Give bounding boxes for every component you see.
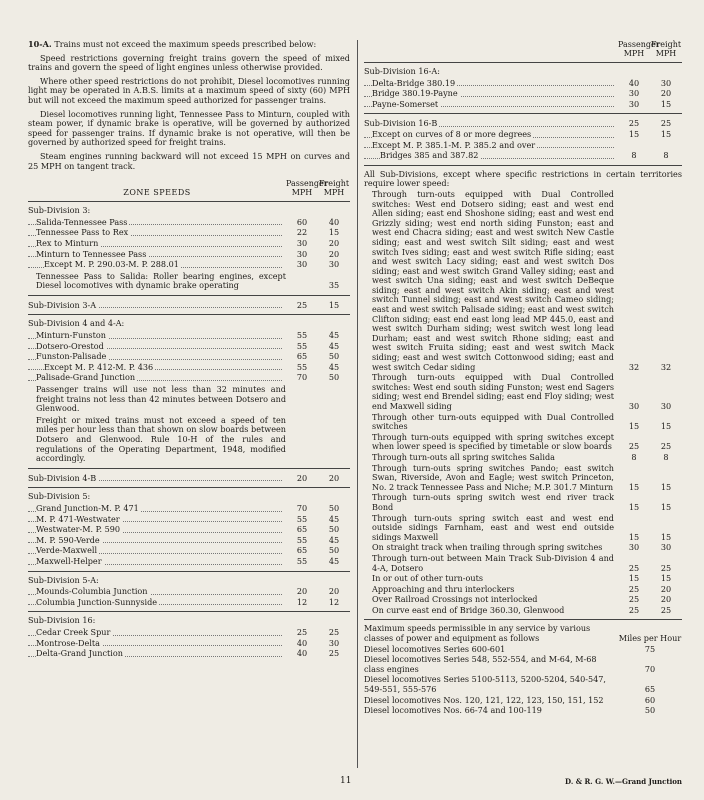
speed-row xyxy=(28,628,350,638)
restriction-row xyxy=(364,585,682,595)
subdivision-section xyxy=(364,62,682,109)
locomotive-row xyxy=(364,645,682,655)
speed-row xyxy=(28,331,350,341)
restriction-text: Through turn-outs spring switch east and west end outside sidings Farnham, east and west end outside sidings Maxwell xyxy=(372,512,614,542)
restriction-text: Through turn-outs equipped with Dual Controlled switches: West end Dotsero siding; east and west end Allen siding; east end Shoshone siding; east and west end Grizzly siding; west end north siding Funston; east and west end Chacra siding; east and west switch New Castle siding; east and west switch Silt siding; east and west switch Ives siding; east and west switch Rifle siding; east and west switch Lacy siding; east and west switch Dos siding; east and west switch Grand Valley siding; east and west switch Una siding; east and west switch DeBeque siding; east and west switch Akin siding; east and west switch Tunnel siding; east and west switch Cameo siding; east and west switch Palisade siding; east and west switch Clifton siding; east end east long lead MP 445.0, east and west switch Durham siding; west switch west long lead Durham; east and west switch Rhone siding; east and west switch Fruita siding; east and west switch Mack siding; east and west switch Cottonwood siding; east and west switch Cedar siding xyxy=(372,188,614,372)
freight-speed: 50 xyxy=(328,351,340,362)
passenger-speed: 65 xyxy=(296,545,308,556)
restriction-row xyxy=(364,433,682,452)
locomotive-row xyxy=(364,706,682,716)
zone-speeds-title: ZONE SPEEDS xyxy=(123,187,191,197)
passenger-speed: 25 xyxy=(296,299,308,310)
passenger-speed: 70 xyxy=(296,502,308,513)
passenger-speed: 30 xyxy=(296,237,308,248)
freight-speed: 20 xyxy=(328,248,340,259)
speed-row xyxy=(28,639,350,649)
all-subdivisions-section xyxy=(364,165,682,616)
subdivision-title: Sub-Division 4 and 4-A: xyxy=(28,318,125,329)
division-footer: D. & R. G. W.—Grand Junction xyxy=(565,777,682,786)
freight-speed: 50 xyxy=(328,502,340,513)
passenger-speed: 55 xyxy=(296,534,308,545)
restriction-text: Through other turn-outs equipped with Dual Controlled switches xyxy=(372,411,614,432)
speed-row xyxy=(364,151,682,161)
freight-speed: 30 xyxy=(328,637,340,648)
speed-row xyxy=(28,342,350,352)
locomotive-section xyxy=(364,619,682,715)
restriction-text: Through turn-outs equipped with spring switches except when lower speed is specified by timetable or slow boards xyxy=(372,431,614,452)
locomotive-text: Diesel locomotives Series 600-601 xyxy=(364,644,506,654)
locomotive-items xyxy=(364,645,682,716)
restriction-text: Approaching and thru interlockers xyxy=(372,583,515,594)
freight-speed: 50 xyxy=(328,524,340,535)
freight-speed: 45 xyxy=(328,555,340,566)
passenger-speed: 30 xyxy=(628,98,640,109)
freight-speed: 25 xyxy=(328,626,340,637)
max-speed: 75 xyxy=(644,643,656,654)
restriction-text: Over Railroad Crossings not interlocked xyxy=(372,594,538,605)
passenger-speed: 25 xyxy=(628,594,640,605)
speed-row-label: Dotsero-Orestod xyxy=(28,342,286,352)
freight-speed: 40 xyxy=(328,216,340,227)
freight-speed: 15 xyxy=(660,531,672,542)
subdivision-section xyxy=(28,295,350,311)
subdivision-title: Sub-Division 16-A: xyxy=(364,66,440,76)
speed-row xyxy=(28,352,350,362)
page-number: 11 xyxy=(340,776,352,786)
speed-row-label: Bridge 380.19-Payne xyxy=(364,89,618,99)
restriction-text: In or out of other turn-outs xyxy=(372,573,483,584)
speed-row-label: Bridges 385 and 387.82 xyxy=(364,151,618,161)
subdivision-title: Sub-Division 16-B xyxy=(364,119,618,129)
freight-speed: 50 xyxy=(328,545,340,556)
freight-speed: 30 xyxy=(660,401,672,411)
locomotive-row xyxy=(364,675,682,694)
speed-row-label: Except M. P. 412-M. P. 436 xyxy=(28,363,286,373)
right-column xyxy=(364,40,682,717)
freight-speed: 25 xyxy=(660,441,672,452)
freight-speed: 15 xyxy=(328,227,340,238)
max-speed: 60 xyxy=(644,694,656,705)
speed-row xyxy=(28,373,350,383)
freight-speed: 45 xyxy=(328,513,340,524)
subdivision-section xyxy=(28,314,350,463)
speed-row-label: Columbia Junction-Sunnyside xyxy=(28,598,286,608)
rule-paragraph: Diesel locomotives running light, Tennessee Pass to Minturn, coupled with steam power, if dynamic brake is operative, will be governed by authorized speed for passenger trains. If dynamic brake is not operative, will then be governed by authorized speed for freight trains. xyxy=(28,108,350,148)
speed-row xyxy=(28,239,350,249)
left-sections xyxy=(28,201,350,659)
subdivision-title-row xyxy=(364,119,682,129)
restriction-text: Through turn-out between Main Track Sub-Division 4 and 4-A, Dotsero xyxy=(372,552,614,573)
speed-row xyxy=(28,218,350,228)
speed-row xyxy=(28,536,350,546)
passenger-speed: 55 xyxy=(296,330,308,341)
subdivision-title: Sub-Division 5-A: xyxy=(28,574,99,585)
max-speed: 70 xyxy=(644,663,656,674)
locomotive-text: Diesel locomotives Series 5100-5113, 5200-5204, 540-547, 549-551, 555-576 xyxy=(364,675,606,695)
freight-speed: 20 xyxy=(660,88,672,99)
subdivision-title: Sub-Division 3-A xyxy=(28,301,286,311)
speed-row xyxy=(28,363,350,373)
passenger-speed: 15 xyxy=(628,421,640,432)
speed-row-label: Except M. P. 290.03-M. P. 288.01 xyxy=(28,260,286,270)
speed-row xyxy=(28,557,350,567)
passenger-speed: 70 xyxy=(296,372,308,383)
passenger-speed: 15 xyxy=(628,501,640,512)
freight-speed: 15 xyxy=(660,481,672,492)
freight-speed: 20 xyxy=(660,594,672,605)
subdivision-section xyxy=(28,487,350,566)
restriction-row xyxy=(364,574,682,584)
passenger-speed: 22 xyxy=(296,227,308,238)
restriction-row xyxy=(364,514,682,543)
speed-row-label: Montrose-Delta xyxy=(28,639,286,649)
passenger-speed: 40 xyxy=(628,77,640,88)
note-text: Tennessee Pass to Salida: Roller bearing engines, except Diesel locomotives with dynamic brake operating xyxy=(36,270,286,291)
restriction-row xyxy=(364,543,682,553)
speed-row xyxy=(28,504,350,514)
passenger-speed: 65 xyxy=(296,351,308,362)
freight-speed: 15 xyxy=(660,421,672,432)
speed-row xyxy=(28,649,350,659)
restriction-row xyxy=(364,413,682,432)
passenger-speed: 30 xyxy=(628,542,640,553)
locomotive-row xyxy=(364,655,682,674)
speed-row xyxy=(364,100,682,110)
subdivision-title-row xyxy=(28,301,350,311)
speed-row-label: Payne-Somerset xyxy=(364,100,618,110)
speed-row-label: Grand Junction-M. P. 471 xyxy=(28,504,286,514)
freight-speed: 20 xyxy=(328,586,340,597)
right-sections xyxy=(364,62,682,161)
column-divider xyxy=(357,40,358,768)
rule-paragraphs xyxy=(28,54,350,172)
freight-speed: 30 xyxy=(660,77,672,88)
subdivision-title-row xyxy=(28,474,350,484)
speed-row-label: M. P. 471-Westwater xyxy=(28,515,286,525)
freight-speed: 25 xyxy=(660,562,672,573)
rule-paragraph: Where other speed restrictions do not prohibit, Diesel locomotives running light may be operated in A.B.S. limits at a maximum speed of sixty (60) MPH but will not exceed the maximum speed authorized for passenger trains. xyxy=(28,75,350,105)
freight-speed: 8 xyxy=(663,451,669,462)
speed-row-label: Funston-Palisade xyxy=(28,352,286,362)
freight-speed: 25 xyxy=(660,118,672,129)
speed-row xyxy=(364,79,682,89)
restriction-text: Through turn-outs spring switch west end river track Bond xyxy=(372,492,614,512)
freight-speed: 20 xyxy=(328,237,340,248)
restriction-text: Through turn-outs spring switches Pando; east switch Swan, Riverside, Avon and Eagle; west switch Princeton, No. 2 track Tennessee Pass and Niche; M.P. 301.7 Minturn xyxy=(372,462,614,492)
freight-speed: 15 xyxy=(660,128,672,139)
speed-row xyxy=(28,598,350,608)
passenger-speed: 30 xyxy=(628,88,640,99)
speed-row-label: Cedar Creek Spur xyxy=(28,628,286,638)
passenger-speed: 12 xyxy=(296,596,308,607)
speed-row-label: Mounds-Columbia Junction xyxy=(28,587,286,597)
right-column-header xyxy=(364,40,682,58)
restriction-text: On curve east end of Bridge 360.30, Glenwood xyxy=(372,604,565,615)
freight-speed: 30 xyxy=(660,542,672,553)
locomotive-text: Diesel locomotives Nos. 66-74 and 100-119 xyxy=(364,706,542,716)
speed-row-label: Rex to Minturn xyxy=(28,239,286,249)
rule-paragraph: Steam engines running backward will not exceed 15 MPH on curves and 25 MPH on tangent track. xyxy=(28,150,350,171)
zone-speeds-header xyxy=(28,179,350,197)
speed-row-label: Minturn to Tennessee Pass xyxy=(28,250,286,260)
subdivision-note xyxy=(28,416,350,464)
all-subdivisions-intro: All Sub-Divisions, except where specific restrictions in certain territories require lower speed: xyxy=(364,168,682,189)
freight-speed: 15 xyxy=(660,573,672,584)
subdivision-title: Sub-Division 3: xyxy=(28,205,91,216)
passenger-speed: 55 xyxy=(296,513,308,524)
passenger-speed: 30 xyxy=(628,401,640,411)
subdivision-section xyxy=(28,201,350,291)
passenger-speed: 30 xyxy=(296,259,308,270)
freight-speed: 30 xyxy=(328,259,340,270)
locomotive-text: Diesel locomotives Series 548, 552-554, and M-64, M-68 class engines xyxy=(364,655,597,674)
subdivision-section xyxy=(28,571,350,608)
subdivision-note xyxy=(28,385,350,414)
passenger-speed: 55 xyxy=(296,340,308,351)
passenger-speed: 15 xyxy=(628,531,640,542)
restriction-row xyxy=(364,190,682,372)
passenger-speed: 25 xyxy=(628,604,640,615)
locomotive-header xyxy=(364,624,682,643)
subdivision-title: Sub-Division 5: xyxy=(28,491,91,502)
freight-speed: 20 xyxy=(660,583,672,594)
speed-row xyxy=(28,515,350,525)
passenger-speed: 25 xyxy=(628,441,640,452)
speed-row xyxy=(28,546,350,556)
passenger-speed: 20 xyxy=(296,586,308,597)
speed-row-label: M. P. 590-Verde xyxy=(28,536,286,546)
rule-heading-text: Trains must not exceed the maximum speeds prescribed below: xyxy=(54,39,317,49)
subdivision-section xyxy=(28,611,350,658)
subdivision-title: Sub-Division 4-B xyxy=(28,474,286,484)
passenger-mph-header: Passenger MPH xyxy=(286,179,328,198)
speed-row xyxy=(28,250,350,260)
speed-row xyxy=(364,130,682,140)
speed-row xyxy=(364,141,682,151)
restriction-text: On straight track when trailing through spring switches xyxy=(372,542,603,553)
restriction-row xyxy=(364,373,682,411)
passenger-speed: 40 xyxy=(296,648,308,659)
speed-row-label: Palisade-Grand Junction xyxy=(28,373,286,383)
speed-row-label: Tennessee Pass to Rex xyxy=(28,228,286,238)
freight-speed: 35 xyxy=(328,280,340,291)
note-text: Freight or mixed trains must not exceed a speed of ten miles per hour less than that shown on slow boards between Dotsero and Glenwood. Rule 10-H of the rules and regulations of the Operating Department, 1948, modified accordingly. xyxy=(36,414,286,464)
freight-mph-header: Freight MPH xyxy=(318,179,350,198)
speed-row-label: Delta-Bridge 380.19 xyxy=(364,79,618,89)
rule-paragraph: Speed restrictions governing freight trains govern the speed of mixed trains and govern the speed of light engines unless otherwise provided. xyxy=(28,52,350,73)
freight-speed: 45 xyxy=(328,534,340,545)
restriction-row xyxy=(364,554,682,573)
passenger-speed: 25 xyxy=(628,562,640,573)
restriction-row xyxy=(364,453,682,463)
passenger-speed: 15 xyxy=(628,128,640,139)
freight-speed: 45 xyxy=(328,361,340,372)
speed-row xyxy=(364,89,682,99)
subdivision-section xyxy=(364,113,682,160)
subdivision-section xyxy=(28,468,350,484)
restriction-text: Through turn-outs equipped with Dual Controlled switches: West end south siding Funston; west end Sagers siding; west end Brendel siding; east end Floy siding; west end Maxwell siding xyxy=(372,372,614,411)
speed-row xyxy=(28,228,350,238)
passenger-mph-header-right: Passenger MPH xyxy=(618,40,660,58)
freight-speed: 20 xyxy=(328,472,340,483)
locomotive-intro: Maximum speeds permissible in any service by various classes of power and equipment as follows xyxy=(364,623,591,644)
freight-speed: 15 xyxy=(660,98,672,109)
freight-speed: 32 xyxy=(660,361,672,372)
freight-mph-header-right: Freight MPH xyxy=(650,40,682,58)
max-speed: 50 xyxy=(644,705,656,716)
speed-row xyxy=(28,525,350,535)
passenger-speed: 8 xyxy=(631,150,637,161)
passenger-speed: 25 xyxy=(296,626,308,637)
passenger-speed: 25 xyxy=(628,118,640,129)
passenger-speed: 60 xyxy=(296,216,308,227)
freight-speed: 45 xyxy=(328,330,340,341)
rule-number: 10-A. xyxy=(28,39,52,49)
freight-speed: 15 xyxy=(660,501,672,512)
speed-row-label: Westwater-M. P. 590 xyxy=(28,525,286,535)
subdivision-note xyxy=(28,272,350,291)
passenger-speed: 25 xyxy=(628,583,640,594)
restriction-row xyxy=(364,464,682,493)
passenger-speed: 40 xyxy=(296,637,308,648)
subdivision-title: Sub-Division 16: xyxy=(28,615,96,626)
speed-row-label: Delta-Grand Junction xyxy=(28,649,286,659)
freight-speed: 45 xyxy=(328,340,340,351)
freight-speed: 25 xyxy=(328,648,340,659)
rule-heading xyxy=(28,40,350,50)
freight-speed: 25 xyxy=(660,604,672,615)
speed-row-label: Except on curves of 8 or more degrees xyxy=(364,130,618,140)
restriction-row xyxy=(364,606,682,616)
passenger-speed: 15 xyxy=(628,573,640,584)
freight-speed: 8 xyxy=(663,150,669,161)
restriction-row xyxy=(364,493,682,512)
speed-row-label: Verde-Maxwell xyxy=(28,546,286,556)
passenger-speed: 65 xyxy=(296,524,308,535)
left-column xyxy=(28,40,350,660)
miles-per-hour-header: Miles per Hour xyxy=(618,633,682,644)
passenger-speed: 20 xyxy=(296,472,308,483)
speed-row xyxy=(28,587,350,597)
locomotive-text: Diesel locomotives Nos. 120, 121, 122, 123, 150, 151, 152 xyxy=(364,695,604,705)
passenger-speed: 55 xyxy=(296,361,308,372)
note-text: Passenger trains will use not less than 32 minutes and freight trains not less than 42 minutes between Dotsero and Glenwood. xyxy=(36,384,286,414)
speed-row-label: Minturn-Funston xyxy=(28,331,286,341)
restriction-row xyxy=(364,595,682,605)
speed-row-label: Except M. P. 385.1-M. P. 385.2 and over xyxy=(364,141,618,151)
freight-speed: 12 xyxy=(328,596,340,607)
locomotive-row xyxy=(364,696,682,706)
passenger-speed: 15 xyxy=(628,481,640,492)
passenger-speed: 8 xyxy=(631,451,637,462)
freight-speed: 50 xyxy=(328,372,340,383)
max-speed: 65 xyxy=(644,684,656,695)
restriction-text: Through turn-outs all spring switches Salida xyxy=(372,451,555,462)
speed-row xyxy=(28,260,350,270)
speed-row-label: Salida-Tennessee Pass xyxy=(28,218,286,228)
passenger-speed: 55 xyxy=(296,555,308,566)
speed-row-label: Maxwell-Helper xyxy=(28,557,286,567)
passenger-speed: 30 xyxy=(296,248,308,259)
all-subdivisions-items xyxy=(364,190,682,616)
passenger-speed: 32 xyxy=(628,361,640,372)
freight-speed: 15 xyxy=(328,299,340,310)
